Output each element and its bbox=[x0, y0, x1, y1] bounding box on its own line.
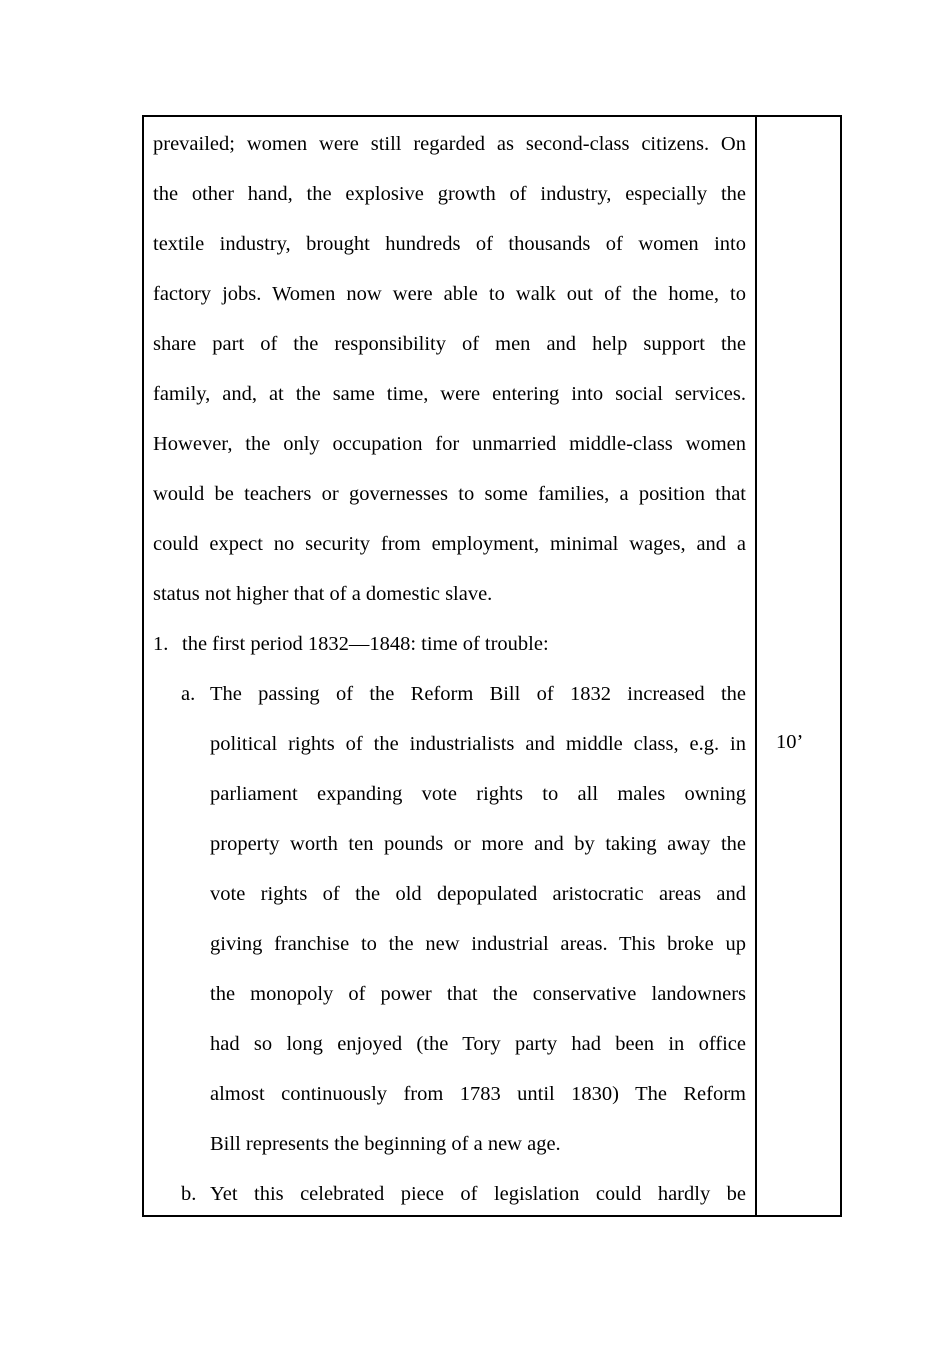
paragraph-line: prevailed; women were still regarded as second-class citizens. On bbox=[153, 133, 746, 155]
list-item-line: parliament expanding vote rights to all males owning bbox=[210, 783, 746, 805]
list-item-line: Yet this celebrated piece of legislation could hardly be bbox=[210, 1183, 746, 1205]
paragraph-line: However, the only occupation for unmarried middle-class women bbox=[153, 433, 746, 455]
paragraph-line: would be teachers or governesses to some families, a position that bbox=[153, 483, 746, 505]
list-item-line: almost continuously from 1783 until 1830) The Reform bbox=[210, 1083, 746, 1105]
paragraph-line: factory jobs. Women now were able to walk out of the home, to bbox=[153, 283, 746, 305]
list-marker: 1. bbox=[153, 633, 169, 655]
paragraph-line: could expect no security from employment, minimal wages, and a bbox=[153, 533, 746, 555]
list-item-line: property worth ten pounds or more and by taking away the bbox=[210, 833, 746, 855]
lesson-plan-table bbox=[142, 115, 842, 1217]
list-item-line: had so long enjoyed (the Tory party had been in office bbox=[210, 1033, 746, 1055]
list-item-line: giving franchise to the new industrial areas. This broke up bbox=[210, 933, 746, 955]
paragraph-line: textile industry, brought hundreds of thousands of women into bbox=[153, 233, 746, 255]
time-allotment: 10’ bbox=[776, 731, 804, 753]
paragraph-line: the other hand, the explosive growth of industry, especially the bbox=[153, 183, 746, 205]
section-heading bbox=[153, 619, 746, 669]
list-item-line: The passing of the Reform Bill of 1832 increased the bbox=[210, 683, 746, 705]
paragraph-line: status not higher that of a domestic slave. bbox=[153, 583, 493, 605]
list-marker: a. bbox=[181, 683, 196, 705]
paragraph-line: family, and, at the same time, were entering into social services. bbox=[153, 383, 746, 405]
paragraph-line: share part of the responsibility of men and help support the bbox=[153, 333, 746, 355]
list-item-line: the monopoly of power that the conservative landowners bbox=[210, 983, 746, 1005]
column-divider bbox=[755, 117, 757, 1215]
list-item-line: political rights of the industrialists and middle class, e.g. in bbox=[210, 733, 746, 755]
list-marker: b. bbox=[181, 1183, 197, 1205]
section-heading-text: the first period 1832—1848: time of trouble: bbox=[182, 633, 549, 655]
list-item-line: vote rights of the old depopulated aristocratic areas and bbox=[210, 883, 746, 905]
list-item-line: Bill represents the beginning of a new age. bbox=[210, 1133, 561, 1155]
